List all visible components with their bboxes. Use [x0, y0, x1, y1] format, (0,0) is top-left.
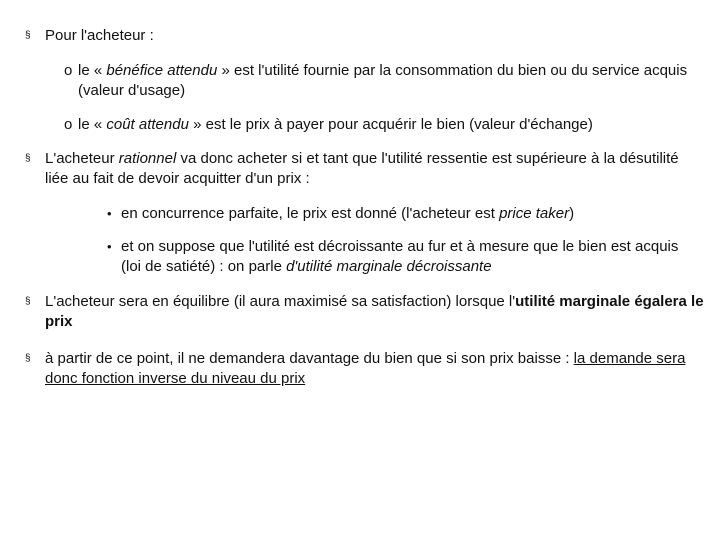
term-utilite-marginale-decroissante: d'utilité marginale décroissante — [286, 258, 492, 275]
square-bullet-icon: § — [25, 353, 31, 364]
term-cout-attendu: coût attendu — [106, 116, 189, 133]
bullet-text: en concurrence parfaite, le prix est donné (l'acheteur est price taker) — [121, 205, 575, 222]
sub-bullet-utilite-decroissante — [107, 237, 697, 277]
circle-bullet-icon: o — [64, 116, 73, 133]
square-bullet-icon: § — [25, 30, 31, 41]
bullet-text: L'acheteur rationnel va donc acheter si et tant que l'utilité ressentie est supérieure à la désutilité liée au fait de devoir acquitter d'un prix : — [45, 150, 679, 187]
term-rationnel: rationnel — [118, 150, 177, 167]
bullet-acheteur-rationnel — [25, 149, 705, 189]
bullet-text: à partir de ce point, il ne demandera davantage du bien que si son prix baisse : la demande sera donc fonction inverse du niveau du prix — [45, 350, 686, 387]
square-bullet-icon: § — [25, 153, 31, 164]
bullet-demande-inverse — [25, 349, 705, 389]
sub-bullet-concurrence — [107, 204, 697, 224]
bullet-equilibre — [25, 292, 705, 332]
sub-bullet-cout — [64, 115, 704, 135]
dot-bullet-icon: • — [107, 239, 112, 254]
term-utilite-marginale-egale-prix: utilité marginale égalera le prix — [45, 293, 704, 330]
bullet-text: Pour l'acheteur : — [45, 27, 154, 44]
term-benefice-attendu: bénéfice attendu — [106, 62, 218, 79]
sub-bullet-benefice — [64, 61, 704, 101]
bullet-text: L'acheteur sera en équilibre (il aura maximisé sa satisfaction) lorsque l'utilité marginale égalera le prix — [45, 293, 704, 330]
term-demande-fonction-inverse: la demande sera donc fonction inverse du niveau du prix — [45, 350, 686, 387]
square-bullet-icon: § — [25, 296, 31, 307]
dot-bullet-icon: • — [107, 206, 112, 221]
bullet-pour-acheteur — [25, 26, 705, 46]
bullet-text: le « bénéfice attendu » est l'utilité fournie par la consommation du bien ou du service acquis (valeur d'usage) — [78, 62, 688, 99]
bullet-text: le « coût attendu » est le prix à payer pour acquérir le bien (valeur d'échange) — [78, 116, 593, 133]
circle-bullet-icon: o — [64, 62, 73, 79]
term-price-taker: price taker — [499, 205, 570, 222]
bullet-text: et on suppose que l'utilité est décroissante au fur et à mesure que le bien est acquis (loi de satiété) : on parle d'utilité marginale décroissante — [121, 238, 679, 275]
